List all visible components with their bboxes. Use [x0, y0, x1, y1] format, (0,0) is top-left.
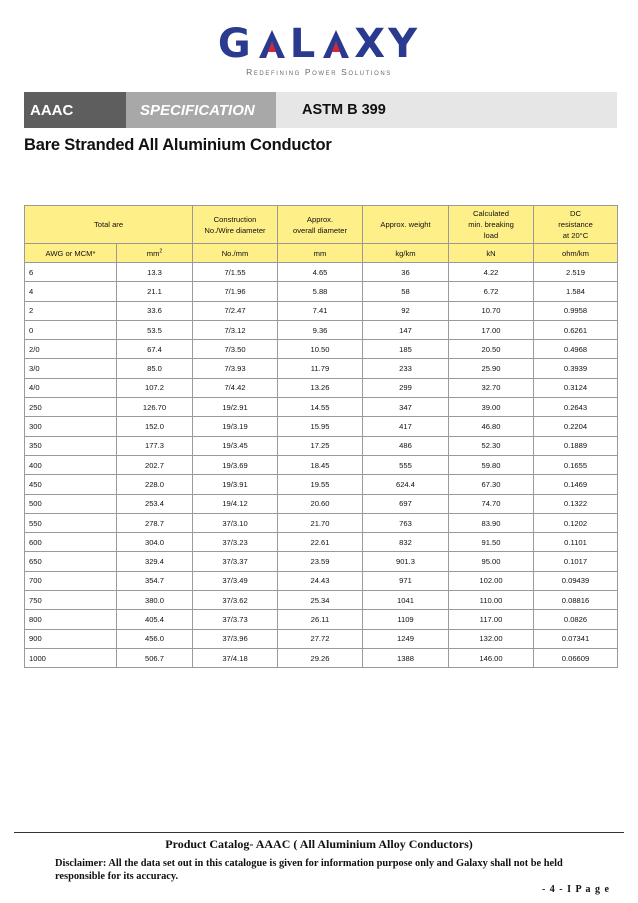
table-cell: 37/3.62 — [193, 591, 278, 610]
table-cell: 299 — [363, 378, 449, 397]
table-cell: 0.06609 — [534, 648, 618, 667]
table-row — [25, 378, 618, 397]
table-cell: 37/3.73 — [193, 610, 278, 629]
table-row — [25, 513, 618, 532]
table-cell: 37/3.96 — [193, 629, 278, 648]
table-cell: 6 — [25, 263, 117, 282]
table-cell: 624.4 — [363, 475, 449, 494]
table-cell: 0.1469 — [534, 475, 618, 494]
header-breaking-load: Calculated min. breaking load — [449, 206, 534, 244]
table-cell: 901.3 — [363, 552, 449, 571]
table-cell: 10.70 — [449, 301, 534, 320]
table-cell: 0.1017 — [534, 552, 618, 571]
table-cell: 0.1101 — [534, 533, 618, 552]
table-cell: 354.7 — [117, 571, 193, 590]
header-resistance: DC resistance at 20°C — [534, 206, 618, 244]
table-cell: 146.00 — [449, 648, 534, 667]
table-row — [25, 455, 618, 474]
table-cell: 4 — [25, 282, 117, 301]
table-cell: 7/2.47 — [193, 301, 278, 320]
table-cell: 37/3.37 — [193, 552, 278, 571]
table-cell: 4.22 — [449, 263, 534, 282]
table-cell: 37/3.23 — [193, 533, 278, 552]
table-cell: 147 — [363, 320, 449, 339]
table-cell: 177.3 — [117, 436, 193, 455]
table-cell: 17.00 — [449, 320, 534, 339]
table-cell: 0.1202 — [534, 513, 618, 532]
table-cell: 0.1655 — [534, 455, 618, 474]
table-cell: 102.00 — [449, 571, 534, 590]
table-cell: 1000 — [25, 648, 117, 667]
table-row — [25, 398, 618, 417]
table-cell: 1249 — [363, 629, 449, 648]
unit-diameter: mm — [278, 244, 363, 263]
table-cell: 278.7 — [117, 513, 193, 532]
table-cell: 19/3.69 — [193, 455, 278, 474]
table-cell: 486 — [363, 436, 449, 455]
table-cell: 59.80 — [449, 455, 534, 474]
table-row — [25, 610, 618, 629]
table-cell: 550 — [25, 513, 117, 532]
table-cell: 53.5 — [117, 320, 193, 339]
table-cell: 7/3.93 — [193, 359, 278, 378]
table-cell: 39.00 — [449, 398, 534, 417]
table-cell: 10.50 — [278, 340, 363, 359]
table-cell: 1041 — [363, 591, 449, 610]
table-cell: 20.50 — [449, 340, 534, 359]
table-cell: 7/1.55 — [193, 263, 278, 282]
table-cell: 228.0 — [117, 475, 193, 494]
logo-a-mark-icon — [257, 28, 287, 60]
table-cell: 4/0 — [25, 378, 117, 397]
table-cell: 17.25 — [278, 436, 363, 455]
table-cell: 6.72 — [449, 282, 534, 301]
table-row — [25, 629, 618, 648]
table-cell: 46.80 — [449, 417, 534, 436]
table-cell: 19.55 — [278, 475, 363, 494]
footer-disclaimer: Disclaimer: All the data set out in this catalogue is given for information purpose only and Galaxy shall not be held responsible for its accuracy. — [55, 858, 563, 882]
unit-area: $mm^2$ — [117, 244, 193, 263]
table-cell: 25.34 — [278, 591, 363, 610]
table-cell: 0.2643 — [534, 398, 618, 417]
table-cell: 600 — [25, 533, 117, 552]
table-row — [25, 320, 618, 339]
table-cell: 74.70 — [449, 494, 534, 513]
table-row — [25, 263, 618, 282]
table-row — [25, 436, 618, 455]
table-cell: 800 — [25, 610, 117, 629]
table-cell: 7.41 — [278, 301, 363, 320]
table-cell: 2.519 — [534, 263, 618, 282]
table-cell: 37/4.18 — [193, 648, 278, 667]
table-cell: 1388 — [363, 648, 449, 667]
table-cell: 250 — [25, 398, 117, 417]
table-cell: 4.65 — [278, 263, 363, 282]
table-cell: 0.2204 — [534, 417, 618, 436]
table-cell: 900 — [25, 629, 117, 648]
unit-awg: AWG or MCM* — [25, 244, 117, 263]
table-cell: 91.50 — [449, 533, 534, 552]
table-cell: 21.70 — [278, 513, 363, 532]
table-cell: 58 — [363, 282, 449, 301]
table-cell: 95.00 — [449, 552, 534, 571]
table-cell: 405.4 — [117, 610, 193, 629]
header-total-area: Total are — [25, 206, 193, 244]
table-cell: 67.30 — [449, 475, 534, 494]
footer-catalog-title: Product Catalog- AAAC ( All Aluminium Alloy Conductors) — [165, 837, 473, 851]
table-cell: 347 — [363, 398, 449, 417]
table-row — [25, 359, 618, 378]
logo-letter-l: L — [289, 21, 319, 67]
table-cell: 417 — [363, 417, 449, 436]
table-cell: 0.4968 — [534, 340, 618, 359]
table-cell: 52.30 — [449, 436, 534, 455]
table-cell: 29.26 — [278, 648, 363, 667]
spec-table — [24, 205, 618, 668]
logo-wordmark — [218, 22, 420, 66]
table-cell: 0.3124 — [534, 378, 618, 397]
unit-construction: No./mm — [193, 244, 278, 263]
table-cell: 25.90 — [449, 359, 534, 378]
table-cell: 763 — [363, 513, 449, 532]
table-row — [25, 282, 618, 301]
table-cell: 23.59 — [278, 552, 363, 571]
table-cell: 3/0 — [25, 359, 117, 378]
table-cell: 700 — [25, 571, 117, 590]
table-cell: 400 — [25, 455, 117, 474]
table-cell: 32.70 — [449, 378, 534, 397]
table-cell: 2/0 — [25, 340, 117, 359]
table-cell: 0 — [25, 320, 117, 339]
table-cell: 1109 — [363, 610, 449, 629]
table-row — [25, 475, 618, 494]
table-cell: 380.0 — [117, 591, 193, 610]
table-cell: 0.08816 — [534, 591, 618, 610]
table-cell: 15.95 — [278, 417, 363, 436]
table-cell: 27.72 — [278, 629, 363, 648]
unit-resistance: ohm/km — [534, 244, 618, 263]
brand-logo — [0, 22, 638, 77]
table-cell: 304.0 — [117, 533, 193, 552]
spec-header-bar — [24, 92, 617, 128]
table-cell: 0.3939 — [534, 359, 618, 378]
table-row — [25, 301, 618, 320]
unit-load: kN — [449, 244, 534, 263]
table-cell: 21.1 — [117, 282, 193, 301]
table-cell: 19/3.45 — [193, 436, 278, 455]
section-label: SPECIFICATION — [126, 92, 276, 128]
table-cell: 832 — [363, 533, 449, 552]
table-cell: 117.00 — [449, 610, 534, 629]
table-cell: 0.09439 — [534, 571, 618, 590]
table-cell: 0.0826 — [534, 610, 618, 629]
table-row — [25, 591, 618, 610]
header-diameter: Approx. overall diameter — [278, 206, 363, 244]
table-row — [25, 533, 618, 552]
table-cell: 132.00 — [449, 629, 534, 648]
table-cell: 19/4.12 — [193, 494, 278, 513]
table-cell: 152.0 — [117, 417, 193, 436]
table-row — [25, 340, 618, 359]
table-cell: 0.1322 — [534, 494, 618, 513]
table-cell: 83.90 — [449, 513, 534, 532]
table-cell: 19/2.91 — [193, 398, 278, 417]
table-cell: 2 — [25, 301, 117, 320]
table-cell: 26.11 — [278, 610, 363, 629]
table-cell: 67.4 — [117, 340, 193, 359]
table-cell: 329.4 — [117, 552, 193, 571]
logo-letter-g: G — [217, 21, 254, 67]
table-cell: 233 — [363, 359, 449, 378]
table-cell: 350 — [25, 436, 117, 455]
page-title: Bare Stranded All Aluminium Conductor — [24, 136, 332, 154]
table-cell: 37/3.10 — [193, 513, 278, 532]
header-construction: Construction No./Wire diameter — [193, 206, 278, 244]
table-cell: 19/3.91 — [193, 475, 278, 494]
table-cell: 750 — [25, 591, 117, 610]
table-cell: 500 — [25, 494, 117, 513]
table-cell: 253.4 — [117, 494, 193, 513]
unit-weight: kg/km — [363, 244, 449, 263]
table-cell: 202.7 — [117, 455, 193, 474]
table-cell: 7/3.12 — [193, 320, 278, 339]
table-cell: 7/1.96 — [193, 282, 278, 301]
table-cell: 33.6 — [117, 301, 193, 320]
table-cell: 36 — [363, 263, 449, 282]
logo-tagline: Redefining Power Solutions — [246, 67, 392, 77]
page-number: - 4 - I P a g e — [541, 884, 610, 895]
table-cell: 9.36 — [278, 320, 363, 339]
table-cell: 0.6261 — [534, 320, 618, 339]
table-cell: 5.88 — [278, 282, 363, 301]
table-cell: 20.60 — [278, 494, 363, 513]
table-cell: 13.3 — [117, 263, 193, 282]
table-row — [25, 552, 618, 571]
table-cell: 7/4.42 — [193, 378, 278, 397]
table-cell: 126.70 — [117, 398, 193, 417]
product-label: AAAC — [24, 92, 126, 128]
table-cell: 971 — [363, 571, 449, 590]
table-cell: 18.45 — [278, 455, 363, 474]
table-cell: 456.0 — [117, 629, 193, 648]
table-cell: 1.584 — [534, 282, 618, 301]
standard-label: ASTM B 399 — [302, 102, 386, 118]
header-weight: Approx. weight — [363, 206, 449, 244]
table-cell: 110.00 — [449, 591, 534, 610]
table-cell: 92 — [363, 301, 449, 320]
table-row — [25, 571, 618, 590]
table-cell: 19/3.19 — [193, 417, 278, 436]
table-cell: 650 — [25, 552, 117, 571]
table-cell: 300 — [25, 417, 117, 436]
table-cell: 37/3.49 — [193, 571, 278, 590]
table-cell: 185 — [363, 340, 449, 359]
footer-divider — [14, 832, 624, 833]
table-cell: 450 — [25, 475, 117, 494]
table-cell: 7/3.50 — [193, 340, 278, 359]
table-cell: 555 — [363, 455, 449, 474]
table-cell: 0.07341 — [534, 629, 618, 648]
logo-letters-xy: XY — [354, 21, 421, 67]
table-row — [25, 494, 618, 513]
table-cell: 697 — [363, 494, 449, 513]
table-row — [25, 417, 618, 436]
table-body — [25, 263, 618, 668]
table-cell: 11.79 — [278, 359, 363, 378]
table-row — [25, 648, 618, 667]
table-cell: 0.9958 — [534, 301, 618, 320]
table-cell: 85.0 — [117, 359, 193, 378]
table-cell: 13.26 — [278, 378, 363, 397]
logo-a-mark-icon — [321, 28, 351, 60]
table-cell: 22.61 — [278, 533, 363, 552]
table-cell: 506.7 — [117, 648, 193, 667]
table-cell: 14.55 — [278, 398, 363, 417]
table-cell: 0.1889 — [534, 436, 618, 455]
table-cell: 24.43 — [278, 571, 363, 590]
table-cell: 107.2 — [117, 378, 193, 397]
